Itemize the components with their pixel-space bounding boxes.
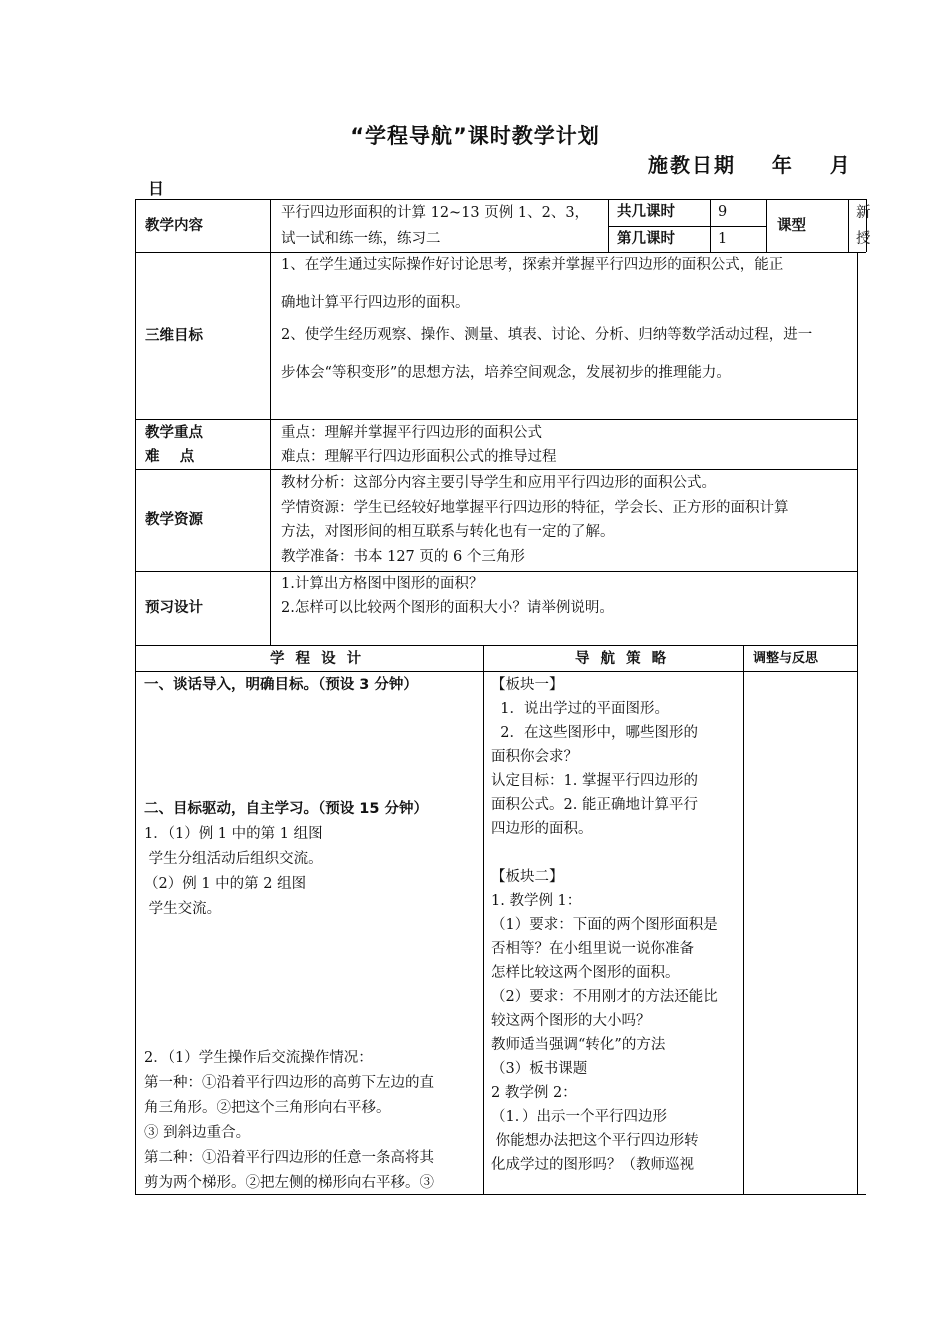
objective-line-4: 步体会“等积变形”的思想方法，培养空间观念，发展初步的推理能力。 [281, 365, 731, 381]
navigation-strategy-content [491, 673, 741, 1177]
col2-line: 2．在这些图形中，哪些图形的 [491, 725, 698, 741]
lesson-type-label: 课型 [777, 218, 806, 234]
col2-line: 化成学过的图形吗？（教师巡视 [491, 1157, 694, 1173]
col1-line-b1: 2．（1）学生操作后交流操作情况： [144, 1050, 373, 1066]
col2-line: 否相等？在小组里说一说你准备 [491, 941, 694, 957]
col2-line: 1．说出学过的平面图形。 [491, 701, 669, 717]
preview-line-2: 2.怎样可以比较两个图形的面积大小？请举例说明。 [281, 600, 614, 616]
objective-line-1: 1、在学生通过实际操作好讨论思考，探索并掌握平行四边形的面积公式，能正 [281, 257, 784, 273]
preview-design-label: 预习设计 [145, 600, 203, 616]
resources-line-1: 教材分析：这部分内容主要引导学生和应用平行四边形的面积公式。 [281, 475, 716, 491]
col2-line: 2 教学例 2： [491, 1085, 577, 1101]
lesson-number-value: 1 [718, 231, 728, 247]
col2-line: （2）要求：不用刚才的方法还能比 [491, 989, 718, 1005]
difficulty-text: 难点：理解平行四边形面积公式的推导过程 [281, 449, 557, 465]
teaching-date-label: 施教日期 年 月 [648, 153, 852, 177]
col1-line-a3: （2）例 1 中的第 2 组图 [144, 876, 307, 892]
col2-line: 【板块二】 [491, 869, 564, 885]
preview-line-1: 1.计算出方格图中图形的面积？ [281, 576, 484, 592]
key-point-text: 重点：理解并掌握平行四边形的面积公式 [281, 425, 542, 441]
teaching-content-line-1: 平行四边形面积的计算 12~13 页例 1、2、3， [281, 205, 590, 221]
objectives-label: 三维目标 [145, 328, 203, 344]
col1-line-b2: 第一种：①沿着平行四边形的高剪下左边的直 [144, 1075, 434, 1091]
section-2-heading: 二、目标驱动，自主学习。（预设 15 分钟） [144, 801, 429, 817]
total-lessons-value: 9 [718, 204, 728, 220]
col2-line: 怎样比较这两个图形的面积。 [491, 965, 680, 981]
lesson-number-label: 第几课时 [617, 231, 675, 247]
col1-line-a2: 学生分组活动后组织交流。 [144, 851, 323, 867]
col2-line: 你能想办法把这个平行四边形转 [491, 1133, 699, 1149]
objective-line-2: 确地计算平行四边形的面积。 [281, 295, 470, 311]
col2-line: （1）要求：下面的两个图形面积是 [491, 917, 718, 933]
col2-line: （3）板书课题 [491, 1061, 588, 1077]
header-navigation-strategy: 导 航 策 略 [575, 651, 670, 667]
key-points-label: 教学重点 [145, 425, 203, 441]
teaching-date-day: 日 [148, 179, 165, 198]
difficulty-label: 难 点 [145, 449, 195, 465]
section-1-heading: 一、谈话导入，明确目标。（预设 3 分钟） [144, 677, 418, 693]
lesson-type-value-1: 新 [856, 205, 871, 221]
header-learning-design: 学 程 设 计 [270, 651, 365, 667]
teaching-content-label: 教学内容 [145, 218, 203, 234]
resources-line-3: 方法，对图形间的相互联系与转化也有一定的了解。 [281, 524, 615, 540]
col2-line: 面积公式。2. 能正确地计算平行 [491, 797, 698, 813]
col2-line: 【板块一】 [491, 677, 564, 693]
total-lessons-label: 共几课时 [617, 204, 675, 220]
teaching-content-line-2: 试一试和练一练，练习二 [281, 231, 441, 247]
col2-line: 较这两个图形的大小吗？ [491, 1013, 651, 1029]
lesson-type-value-2: 授 [856, 231, 871, 247]
resources-label: 教学资源 [145, 512, 203, 528]
col1-line-b3: 角三角形。②把这个三角形向右平移。 [144, 1100, 391, 1116]
resources-line-2: 学情资源：学生已经较好地掌握平行四边形的特征，学会长、正方形的面积计算 [281, 500, 789, 516]
page-title: “学程导航”课时教学计划 [350, 124, 600, 148]
col1-line-b6: 剪为两个梯形。②把左侧的梯形向右平移。③ [144, 1175, 434, 1191]
col2-line: 四边形的面积。 [491, 821, 593, 837]
header-adjust-reflect: 调整与反思 [753, 651, 819, 666]
col2-line: （1．）出示一个平行四边形 [491, 1109, 667, 1125]
col2-line: 面积你会求？ [491, 749, 578, 765]
col2-line: 认定目标：1. 掌握平行四边形的 [491, 773, 698, 789]
col1-line-b4: ③ 到斜边重合。 [144, 1125, 251, 1141]
col2-line: 教师适当强调“转化”的方法 [491, 1037, 666, 1053]
col1-line-a1: 1．（1）例 1 中的第 1 组图 [144, 826, 323, 842]
col2-line [491, 841, 741, 865]
col2-line: 1. 教学例 1： [491, 893, 582, 909]
resources-line-4: 教学准备：书本 127 页的 6 个三角形 [281, 549, 525, 565]
col1-line-b5: 第二种：①沿着平行四边形的任意一条高将其 [144, 1150, 434, 1166]
objective-line-3: 2、使学生经历观察、操作、测量、填表、讨论、分析、归纳等数学活动过程，进一 [281, 327, 813, 343]
col1-line-a4: 学生交流。 [144, 901, 222, 917]
